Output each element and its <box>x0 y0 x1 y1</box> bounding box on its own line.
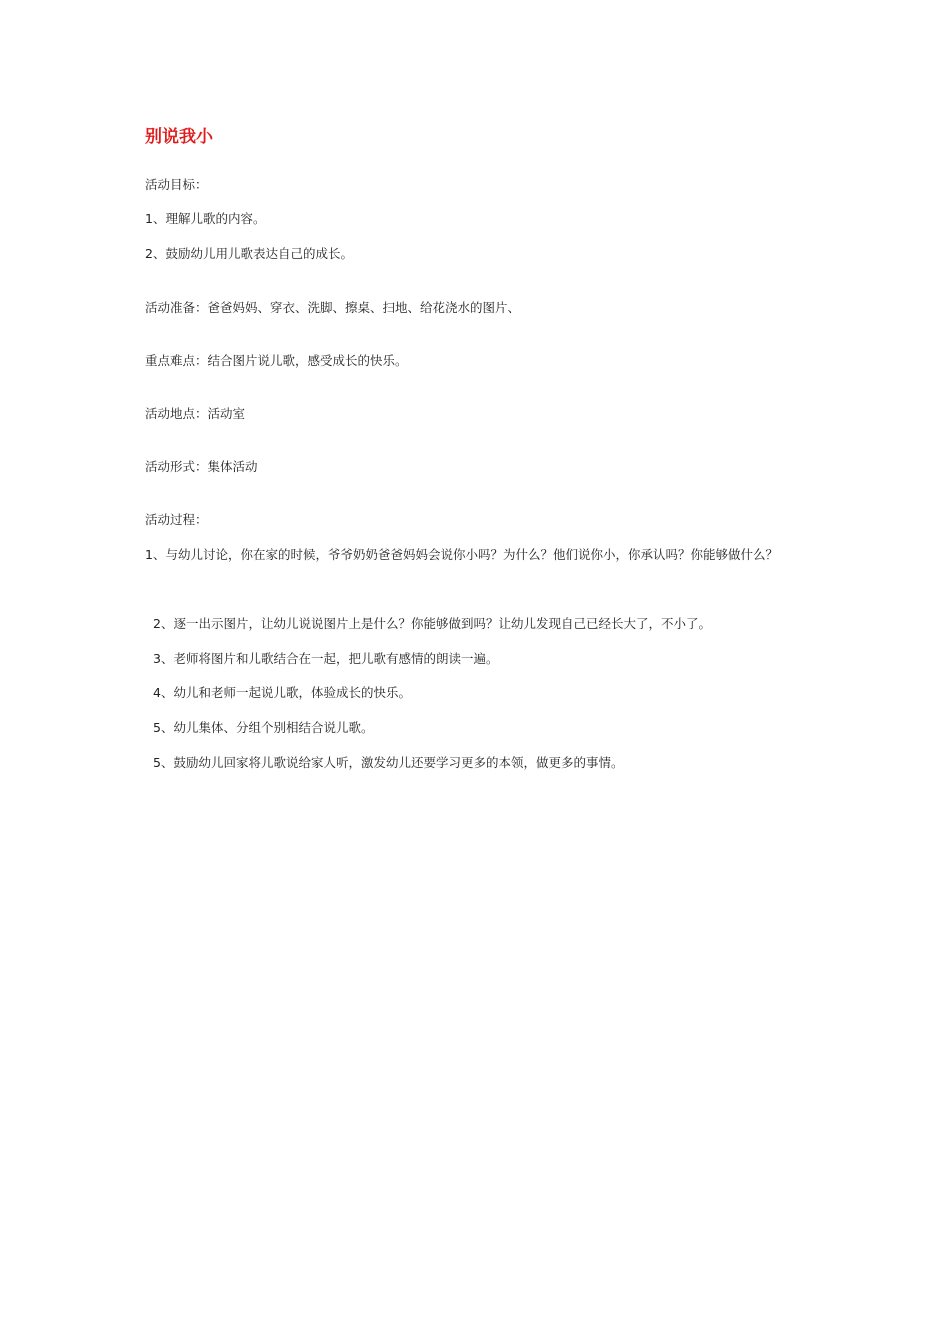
goals-heading: 活动目标： <box>145 177 208 192</box>
process-step-6: 5、鼓励幼儿回家将儿歌说给家人听，激发幼儿还要学习更多的本领，做更多的事情。 <box>153 755 624 770</box>
process-step-1: 1、与幼儿讨论，你在家的时候，爷爷奶奶爸爸妈妈会说你小吗？为什么？他们说你小，你承认吗？你能够做什么？ <box>145 547 778 562</box>
format-text: 活动形式：集体活动 <box>145 459 258 474</box>
process-step-2: 2、逐一出示图片，让幼儿说说图片上是什么？你能够做到吗？让幼儿发现自己已经长大了，不小了。 <box>153 616 711 631</box>
process-heading: 活动过程： <box>145 512 208 527</box>
key-points-text: 重点难点：结合图片说儿歌，感受成长的快乐。 <box>145 353 408 368</box>
goal-item-1: 1、理解儿歌的内容。 <box>145 211 266 226</box>
preparation-text: 活动准备：爸爸妈妈、穿衣、洗脚、擦桌、扫地、给花浇水的图片、 <box>145 300 521 315</box>
process-step-4: 4、幼儿和老师一起说儿歌，体验成长的快乐。 <box>153 685 411 700</box>
process-step-3: 3、老师将图片和儿歌结合在一起，把儿歌有感情的朗读一遍。 <box>153 651 499 666</box>
goal-item-2: 2、鼓励幼儿用儿歌表达自己的成长。 <box>145 246 353 261</box>
location-text: 活动地点：活动室 <box>145 406 246 421</box>
document-title: 别说我小 <box>145 127 213 147</box>
process-step-5: 5、幼儿集体、分组个别相结合说儿歌。 <box>153 720 374 735</box>
